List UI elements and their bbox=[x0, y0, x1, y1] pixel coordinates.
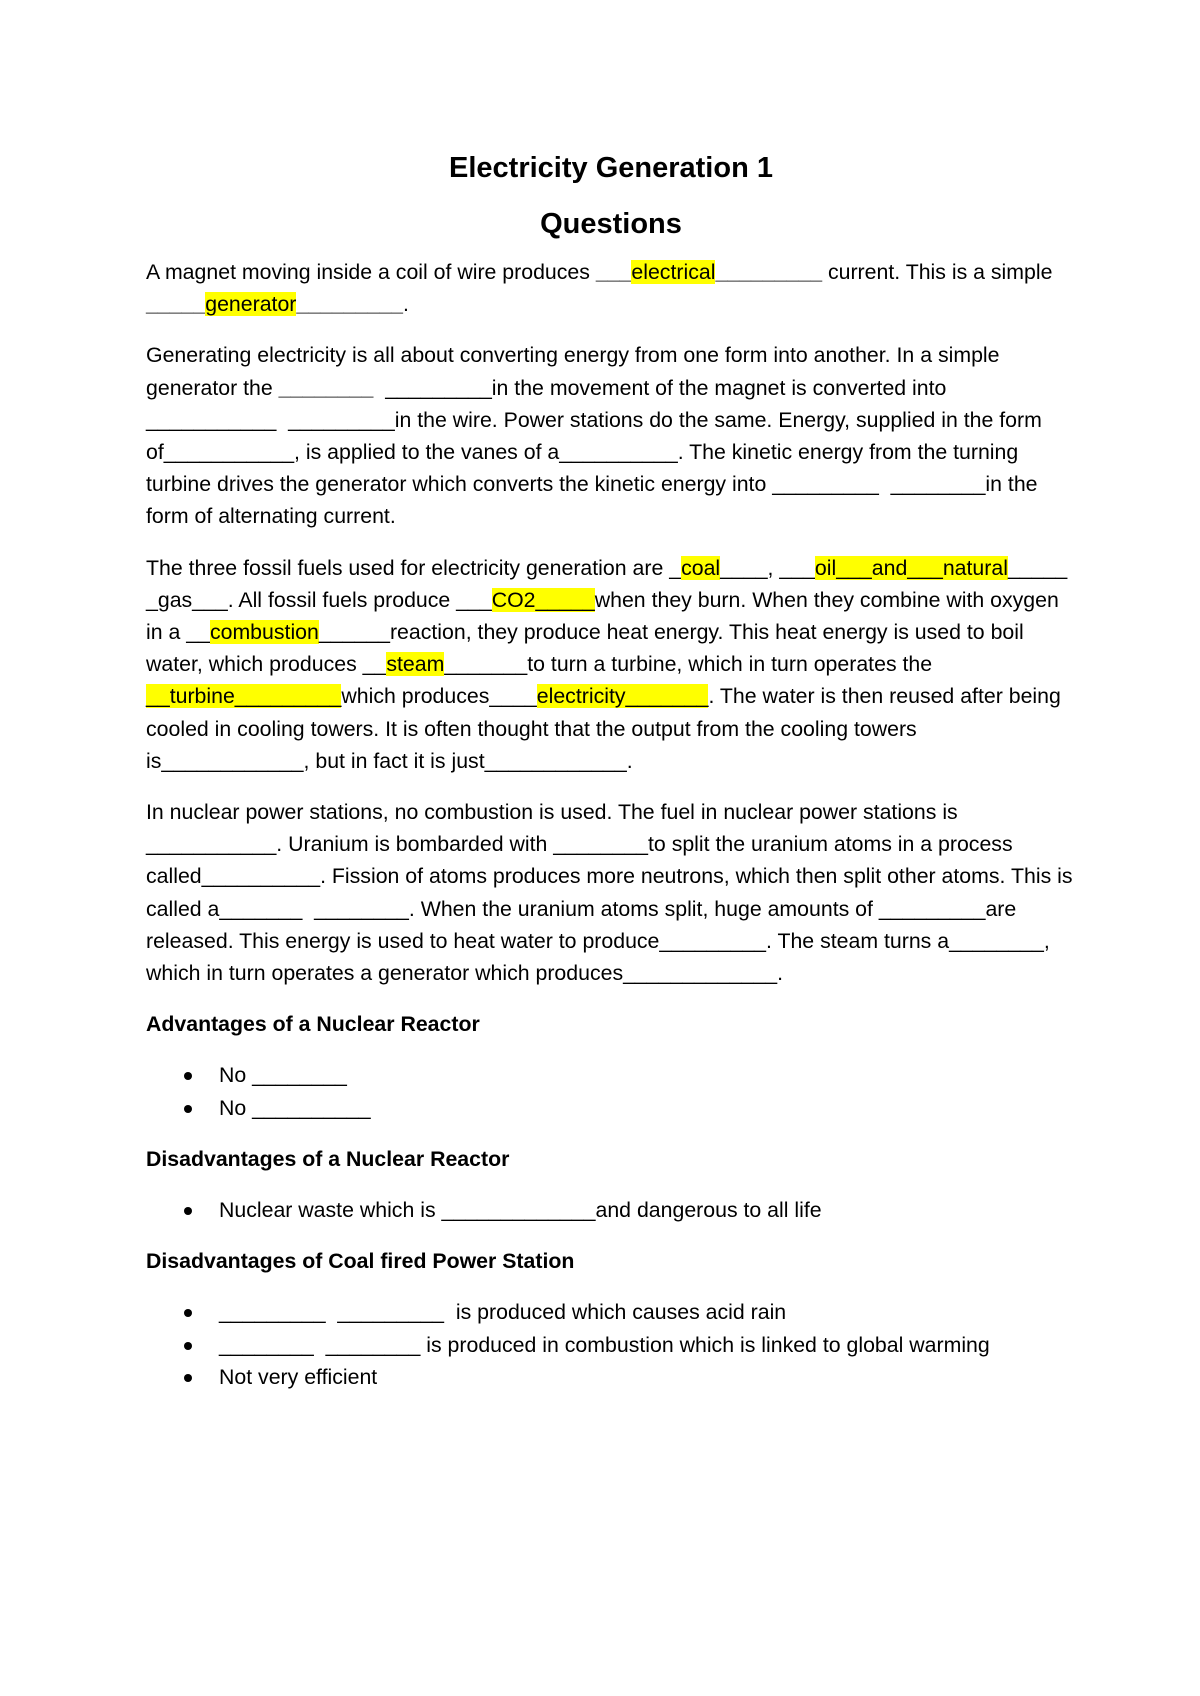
text-segment: A magnet moving inside a coil of wire produces bbox=[146, 260, 596, 284]
worksheet-page bbox=[146, 140, 1080, 1412]
list-disadvantages-coal bbox=[146, 1296, 1076, 1393]
heading-disadvantages-coal: Disadvantages of Coal fired Power Station bbox=[146, 1249, 575, 1274]
text-segment: which produces____ bbox=[341, 684, 537, 709]
answer-electrical: electrical bbox=[631, 260, 716, 284]
text-segment: . The water is then reused after being cooled in cooling towers. It is often thought that the output from the cooling towers is____________, but in fact it is just____________. bbox=[146, 684, 1067, 773]
text-segment: _________in the movement of the magnet is converted into ___________ _________in the wire. Power stations do the same. Energy, supplied in the form of___________, is applied to the vanes of a__________. The kinetic energy from the turning turbine drives the generator which converts the kinetic energy into _________ ________in the form of alternating current. bbox=[146, 375, 1048, 529]
text-segment: The three fossil fuels used for electricity generation are _ bbox=[146, 555, 682, 580]
page-subtitle: Questions bbox=[540, 208, 682, 240]
paragraph-fossil-fuels bbox=[146, 552, 1080, 777]
list-item bbox=[146, 1361, 1076, 1393]
list-item bbox=[146, 1059, 1076, 1091]
list-item-text: No ________ bbox=[219, 1063, 347, 1088]
list-item bbox=[146, 1329, 1076, 1361]
text-segment: ____, bbox=[720, 555, 780, 580]
list-advantages-nuclear bbox=[146, 1059, 1076, 1123]
list-item bbox=[146, 1296, 1076, 1328]
bullet-icon bbox=[184, 1105, 192, 1113]
answer-co2: CO2_____ bbox=[491, 587, 595, 612]
blank: _________ bbox=[715, 260, 823, 284]
answer-oil-natural: oil___and___natural bbox=[814, 555, 1008, 580]
list-disadvantages-nuclear bbox=[146, 1194, 1076, 1226]
list-item-text: ________ ________ is produced in combustion which is linked to global warming bbox=[219, 1332, 990, 1357]
answer-combustion: combustion bbox=[209, 620, 319, 645]
list-item-text: _________ _________ is produced which causes acid rain bbox=[219, 1300, 787, 1325]
list-item bbox=[146, 1092, 1076, 1124]
blank: _____ bbox=[146, 292, 206, 317]
bullet-icon bbox=[184, 1072, 192, 1080]
text-segment: Generating electricity is all about converting energy from one form into another. In a simple generator the bbox=[146, 343, 1006, 400]
answer-coal: coal bbox=[681, 555, 721, 580]
paragraph-generator bbox=[146, 256, 1076, 320]
list-item bbox=[146, 1194, 1076, 1226]
text-segment: ___ bbox=[779, 555, 815, 580]
answer-generator: generator bbox=[205, 292, 297, 317]
blank: ________ bbox=[278, 375, 374, 400]
blank: _________ bbox=[296, 292, 404, 317]
blank: ___ bbox=[595, 260, 632, 284]
bullet-icon bbox=[184, 1309, 192, 1317]
list-item-text: No __________ bbox=[219, 1095, 371, 1120]
text-segment: _____ _gas___. All fossil fuels produce ___ bbox=[146, 555, 1080, 612]
bullet-icon bbox=[184, 1374, 192, 1382]
list-item-text: Nuclear waste which is _____________and dangerous to all life bbox=[219, 1198, 822, 1223]
text-segment: ______reaction, they produce heat energy. This heat energy is used to boil water, which produces __ bbox=[146, 620, 1030, 677]
list-item-text: Not very efficient bbox=[219, 1364, 378, 1389]
bullet-icon bbox=[184, 1342, 192, 1350]
text-segment: _______to turn a turbine, which in turn operates the bbox=[444, 652, 939, 677]
answer-electricity: electricity_______ bbox=[536, 684, 709, 709]
paragraph-energy-conversion bbox=[146, 339, 1076, 532]
text-segment: when they burn. When they combine with oxygen in a __ bbox=[146, 587, 1065, 645]
text-segment: current. This is a simple bbox=[822, 260, 1059, 284]
heading-disadvantages-nuclear: Disadvantages of a Nuclear Reactor bbox=[146, 1146, 510, 1171]
answer-steam: steam bbox=[386, 652, 445, 677]
bullet-icon bbox=[184, 1207, 192, 1215]
heading-advantages-nuclear: Advantages of a Nuclear Reactor bbox=[146, 1012, 480, 1037]
page-title: Electricity Generation 1 bbox=[449, 152, 773, 184]
paragraph-nuclear: In nuclear power stations, no combustion is used. The fuel in nuclear power stations is ___________. Uranium is bombarded with ________to split the uranium atoms in a process called__________. Fission of atoms produces more neutrons, which then split other atoms. This is called a_______ ________. When the uranium atoms split, huge amounts of _________are released. This energy is used to heat water to produce_________. The steam turns a________, which in turn operates a generator which produces_____________. bbox=[146, 800, 1079, 986]
text-segment: . bbox=[403, 292, 409, 317]
answer-turbine: __turbine_________ bbox=[146, 684, 342, 709]
